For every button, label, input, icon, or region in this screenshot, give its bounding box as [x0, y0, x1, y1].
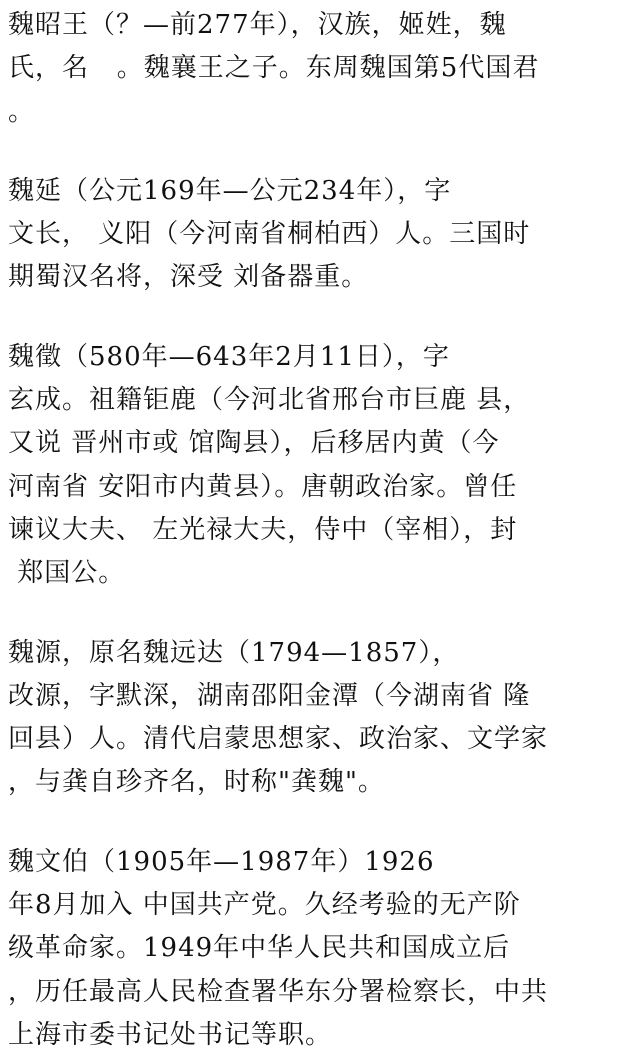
text-line: 魏徵（580年—643年2月11日），字: [8, 341, 450, 372]
text-line: 谏议大夫、 左光禄大夫，侍中（宰相），封: [8, 514, 518, 545]
text-line: 氏，名 。魏襄王之子。东周魏国第5代国君: [8, 53, 540, 84]
entry-wei-yuan: [8, 632, 632, 805]
text-line: 河南省 安阳市内黄县）。唐朝政治家。曾任: [8, 471, 518, 502]
text-line: 玄成。祖籍钜鹿（今河北省邢台市巨鹿 县，: [8, 385, 531, 416]
entry-wei-wenbo: [8, 841, 632, 1057]
text-line: 回县）人。清代启蒙思想家、政治家、文学家: [8, 724, 549, 755]
text-line: ，与龚自珍齐名，时称"龚魏"。: [8, 767, 385, 798]
entry-wei-yan: [8, 170, 632, 300]
entry-wei-zheng: [8, 336, 632, 596]
text-line: ，历任最高人民检查署华东分署检察长，中共: [8, 976, 549, 1007]
text-line: 魏昭王（？—前277年），汉族，姬姓，魏: [8, 10, 507, 40]
text-line: 改源，字默深，湖南邵阳金潭（今湖南省 隆: [8, 680, 531, 711]
text-line: 。: [8, 96, 36, 127]
text-line: 期蜀汉名将，深受 刘备器重。: [8, 262, 369, 293]
text-line: 文长， 义阳（今河南省桐柏西）人。三国时: [8, 219, 531, 250]
entry-wei-zhaowang: [8, 4, 632, 134]
text-line: 级革命家。1949年中华人民共和国成立后: [8, 933, 511, 964]
text-line: 魏文伯（1905年—1987年）1926: [8, 846, 435, 877]
text-line: 年8月加入 中国共产党。久经考验的无产阶: [8, 890, 521, 921]
text-line: 郑国公。: [8, 558, 126, 589]
text-line: 魏延（公元169年—公元234年），字: [8, 175, 452, 206]
text-line: 魏源，原名魏远达（1794—1857），: [8, 637, 460, 668]
text-line: 又说 晋州市或 馆陶县），后移居内黄（今: [8, 428, 500, 459]
text-line: 上海市委书记处书记等职。: [8, 1019, 333, 1050]
